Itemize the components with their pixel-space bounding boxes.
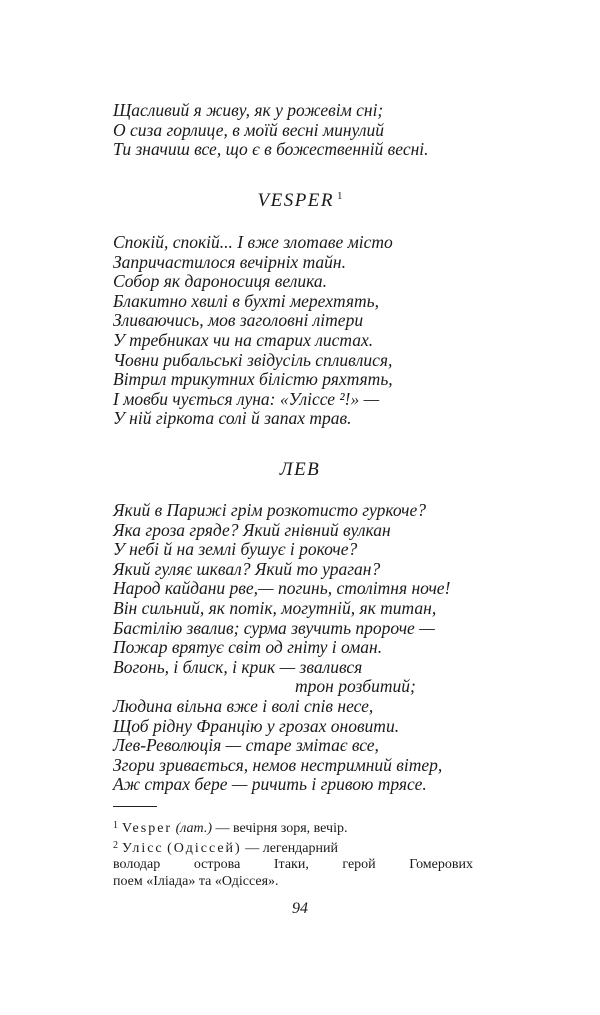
footnote-text: — легендарний <box>245 840 338 856</box>
poem-line: У небі й на землі бушує і рокоче? <box>113 539 358 560</box>
footnote-divider <box>113 806 157 807</box>
footnote-2-continued: володар острова Ітаки, герой Гомерових <box>113 857 473 872</box>
poem-line: Бастілію звалив; сурма звучить пророче — <box>113 617 435 638</box>
poem-line: Ти значиш все, що є в божественній весні. <box>113 139 429 160</box>
page-number: 94 <box>292 900 308 917</box>
poem-line: Зливаючись, мов заголовні літери <box>113 310 364 331</box>
footnote-alt-name: (Одіссей) <box>167 840 242 856</box>
footnote-mark: 1 <box>113 820 118 831</box>
poem-line: Згори зривається, немов нестримний вітер, <box>113 754 443 775</box>
poem-line: Пожар врятує світ од гніту і оман. <box>113 637 383 658</box>
poem-vesper-body <box>113 233 533 429</box>
footnote-lang: (лат.) <box>175 821 212 836</box>
footnotes <box>113 818 473 890</box>
poem-line: Човни рибальські звідусіль спливлися, <box>113 349 393 370</box>
poem-line: Він сильний, як потік, могутній, як титан, <box>113 597 437 618</box>
poem-lev-body <box>113 501 533 795</box>
poem-line: Блакитно хвилі в бухті мерехтять, <box>113 290 379 311</box>
poem-line: Народ кайдани рве,— погинь, столітня ноче! <box>113 578 451 599</box>
footnote-2-continued: поем «Іліада» та «Одіссея». <box>113 873 279 889</box>
footnote-term: Уліcс <box>122 840 164 856</box>
footnote-text: — вечірня зоря, вечір. <box>215 821 348 836</box>
poem-line: Щоб рідну Францію у грозах оновити. <box>113 715 400 736</box>
footnote-term: Vesper <box>122 821 173 836</box>
poem-title-text: ЛЕВ <box>279 459 321 480</box>
stanza-intro <box>113 101 533 160</box>
poem-line: Щасливий я живу, як у рожевім сні; <box>113 100 384 120</box>
poem-line: Яка гроза гряде? Який гнівний вулкан <box>113 519 391 540</box>
poem-line: У ній гіркота солі й запах трав. <box>113 408 352 429</box>
poem-title-text: VESPER <box>257 190 335 211</box>
footnote-2 <box>113 838 473 858</box>
poem-line: Аж страх бере — ричить і гривою трясе. <box>113 774 427 795</box>
poem-title-vesper <box>0 190 600 212</box>
footnote-1 <box>113 818 473 838</box>
footnote-ref: 1 <box>337 190 343 202</box>
poem-line: Вогонь, і блиск, і крик — звалився <box>113 656 363 677</box>
poem-line: Запричастилося вечірніх тайн. <box>113 251 346 272</box>
poem-line: О сиза горлице, в моїй весні минулий <box>113 119 384 140</box>
poem-line: Лев-Революція — старе змітає все, <box>113 735 379 756</box>
poem-line: Вітрил трикутних білістю ряхтять, <box>113 369 393 390</box>
poem-line-indented: трон розбитий; <box>295 676 416 697</box>
footnote-mark: 2 <box>113 839 118 851</box>
poem-line: І мовби чується луна: «Уліссе ²!» — <box>113 388 380 409</box>
poem-title-lev <box>0 459 600 481</box>
poem-line: Спокій, спокій... І вже злотаве місто <box>113 232 393 252</box>
poem-line: Який гуляє шквал? Який то ураган? <box>113 558 381 579</box>
poem-line: Собор як дароносиця велика. <box>113 271 327 292</box>
poem-line: Людина вільна вже і волі спів несе, <box>113 695 374 716</box>
poem-line: Який в Парижі грім розкотисто гуркоче? <box>113 500 427 520</box>
poem-line: У требниках чи на старих листах. <box>113 329 374 350</box>
